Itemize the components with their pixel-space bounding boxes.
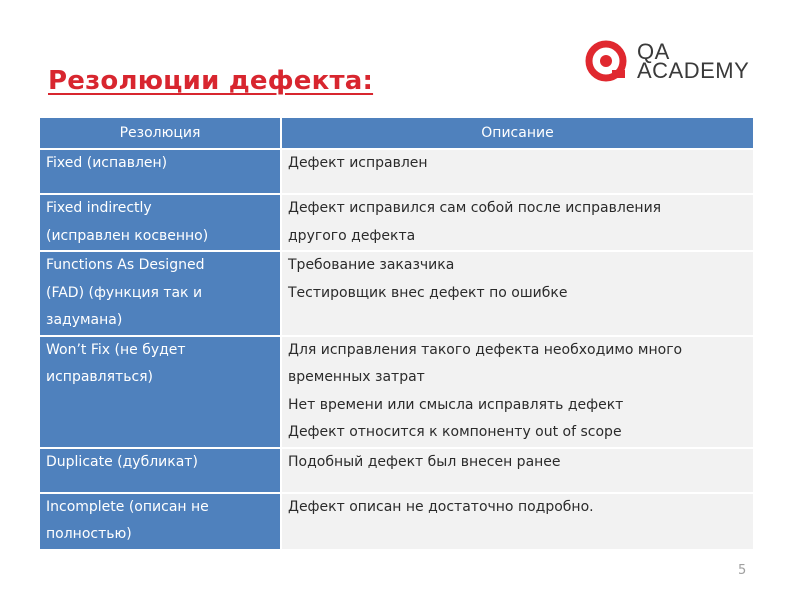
resolution-text: (FAD) (функция так и (46, 284, 203, 301)
table-row (40, 336, 753, 448)
resolution-text: Won’t Fix (не будет (46, 341, 186, 358)
resolution-text: полностью) (46, 526, 132, 542)
description-text: Дефект относится к компоненту out of scope (288, 424, 622, 440)
table-header-row (40, 118, 753, 149)
qa-academy-logo (585, 38, 760, 86)
description-cell (281, 194, 753, 251)
table-row (40, 149, 753, 194)
logo-text-qa: QA (637, 39, 670, 64)
description-cell (281, 336, 753, 448)
resolution-cell (40, 251, 281, 336)
description-text: Требование заказчика (288, 257, 455, 273)
description-text: Дефект исправился сам собой после исправления (288, 200, 662, 216)
description-cell (281, 448, 753, 493)
header-resolution: Резолюция (40, 118, 281, 149)
resolution-text: Functions As Designed (46, 257, 205, 273)
resolution-text: исправляться) (46, 369, 154, 385)
resolution-cell (40, 194, 281, 251)
resolution-text: (исправлен косвенно) (46, 227, 209, 244)
table-row (40, 448, 753, 493)
resolution-text: задумана) (46, 312, 123, 328)
resolutions-table (40, 118, 753, 549)
page-number: 5 (738, 563, 747, 578)
resolution-text: Incomplete (описан не (46, 498, 209, 515)
resolution-text: Duplicate (дубликат) (46, 453, 198, 470)
resolution-text: Fixed indirectly (46, 200, 152, 216)
header-description: Описание (281, 118, 753, 149)
description-cell (281, 149, 753, 194)
resolution-cell (40, 336, 281, 448)
resolution-cell (40, 149, 281, 194)
slide-title: Резолюции дефекта: (48, 66, 374, 96)
description-cell (281, 493, 753, 549)
description-cell (281, 251, 753, 336)
qa-logo-icon (585, 40, 629, 84)
resolution-text: Fixed (испавлен) (46, 155, 168, 171)
description-text: Для исправления такого дефекта необходимо много (288, 341, 683, 358)
description-text: временных затрат (288, 369, 425, 385)
description-text: Дефект исправлен (288, 155, 428, 171)
table-row (40, 251, 753, 336)
description-text: Нет времени или смысла исправлять дефект (288, 396, 624, 413)
table-row (40, 493, 753, 549)
logo-text-academy: ACADEMY (637, 58, 750, 83)
resolution-cell (40, 448, 281, 493)
description-text: Подобный дефект был внесен ранее (288, 453, 561, 470)
table-row (40, 194, 753, 251)
description-text: другого дефекта (288, 227, 416, 244)
resolution-cell (40, 493, 281, 549)
description-text: Дефект описан не достаточно подробно. (288, 498, 594, 515)
description-text: Тестировщик внес дефект по ошибке (288, 284, 568, 301)
